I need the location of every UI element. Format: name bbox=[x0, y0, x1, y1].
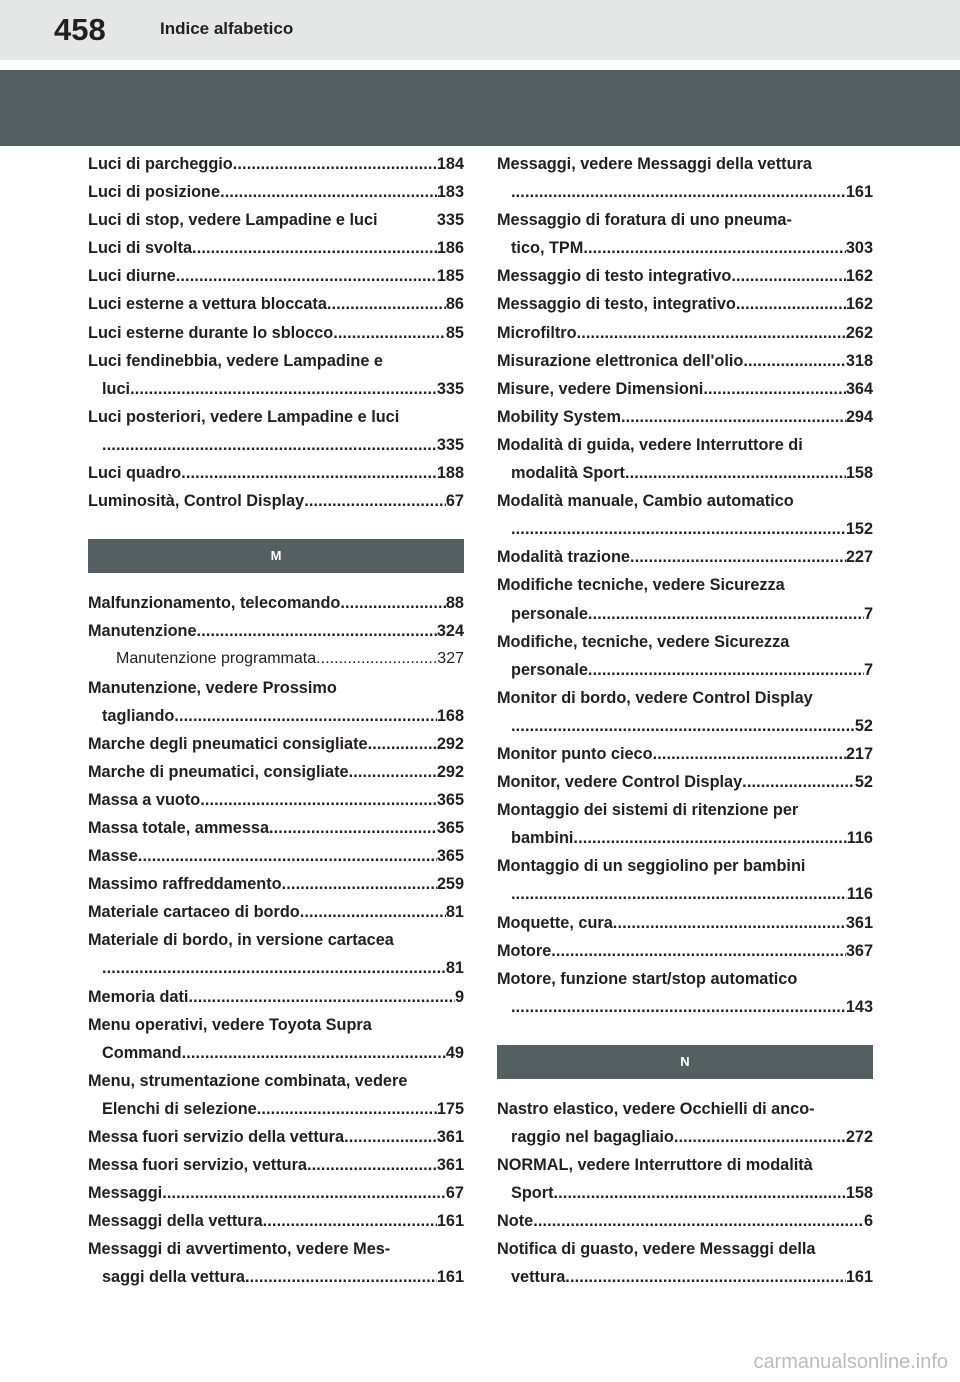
dot-leader bbox=[511, 515, 846, 543]
index-entry bbox=[88, 234, 464, 262]
index-entry bbox=[497, 403, 873, 431]
index-entry bbox=[88, 375, 464, 403]
dot-leader bbox=[368, 730, 437, 758]
index-entry-text: bambini bbox=[511, 829, 574, 848]
index-entry bbox=[88, 150, 464, 178]
index-entry bbox=[497, 628, 873, 656]
index-entry bbox=[497, 543, 873, 571]
index-entry-text: Monitor di bordo, vedere Control Display bbox=[497, 688, 813, 707]
index-entry bbox=[497, 375, 873, 403]
index-entry bbox=[497, 768, 873, 796]
index-entry bbox=[497, 290, 873, 318]
dot-leader bbox=[316, 645, 437, 673]
dot-leader bbox=[674, 1123, 846, 1151]
index-entry-page[interactable]: 161 bbox=[845, 1268, 873, 1287]
index-entry-text: NORMAL, vedere Interruttore di modalità bbox=[497, 1156, 813, 1175]
index-entry-page[interactable]: 361 bbox=[845, 913, 873, 932]
index-entry-page[interactable]: 262 bbox=[845, 323, 873, 342]
index-column-left bbox=[88, 150, 464, 1292]
index-entry bbox=[88, 347, 464, 375]
index-entry bbox=[88, 898, 464, 926]
index-entry-text: Messaggi della vettura bbox=[88, 1212, 263, 1231]
index-entry bbox=[497, 965, 873, 993]
index-entry-page[interactable]: 162 bbox=[845, 267, 873, 286]
index-entry bbox=[88, 1235, 464, 1263]
index-entry-page[interactable]: 81 bbox=[445, 903, 464, 922]
index-entry-page[interactable]: 67 bbox=[445, 1184, 464, 1203]
index-entry-page[interactable]: 365 bbox=[436, 847, 464, 866]
index-entry bbox=[88, 674, 464, 702]
index-entry bbox=[88, 487, 464, 515]
index-entry-text: Luci di stop, vedere Lampadine e luci bbox=[88, 211, 378, 230]
index-entry-page[interactable]: 161 bbox=[845, 183, 873, 202]
index-entry bbox=[88, 786, 464, 814]
dot-leader bbox=[327, 290, 446, 318]
index-entry bbox=[88, 290, 464, 318]
index-entry bbox=[497, 319, 873, 347]
index-entry bbox=[88, 206, 464, 234]
index-entry-page[interactable]: 294 bbox=[845, 407, 873, 426]
index-entry-page[interactable]: 152 bbox=[845, 520, 873, 539]
index-entry-page[interactable]: 292 bbox=[436, 734, 464, 753]
index-entry bbox=[88, 431, 464, 459]
dot-leader bbox=[300, 898, 446, 926]
index-entry-text: Messa fuori servizio della vettura bbox=[88, 1128, 345, 1146]
index-entry-text: Manutenzione, vedere Prossimo bbox=[88, 678, 337, 697]
index-entry bbox=[497, 1235, 873, 1263]
index-entry-text: Massimo raffreddamento bbox=[88, 875, 282, 894]
dot-leader bbox=[551, 937, 846, 965]
index-entry bbox=[88, 730, 464, 758]
index-entry-text: modalità Sport bbox=[511, 464, 625, 483]
dot-leader bbox=[625, 459, 846, 487]
dot-leader bbox=[130, 375, 437, 403]
index-entry-page[interactable]: 52 bbox=[854, 716, 873, 735]
index-entry-text: Messaggio di testo integrativo bbox=[497, 267, 732, 286]
index-entry bbox=[497, 656, 873, 684]
index-entry-text: Modalità manuale, Cambio automatico bbox=[497, 492, 794, 511]
index-entry-text: Montaggio di un seggiolino per bambini bbox=[497, 857, 806, 876]
index-entry bbox=[497, 796, 873, 824]
dot-leader bbox=[630, 543, 846, 571]
index-entry-page[interactable]: 116 bbox=[846, 885, 873, 904]
index-entry-text: Messaggi di avvertimento, vedere Mes- bbox=[88, 1240, 391, 1259]
index-entry-text: Luci posteriori, vedere Lampadine e luci bbox=[88, 407, 400, 426]
index-entry-text: Marche degli pneumatici consigliate bbox=[88, 734, 368, 753]
index-entry-text: Elenchi di selezione bbox=[102, 1099, 257, 1118]
index-entry bbox=[88, 758, 464, 786]
index-entry-page[interactable]: 227 bbox=[845, 548, 873, 567]
index-entry-page[interactable]: 86 bbox=[445, 295, 464, 314]
index-entry bbox=[88, 1123, 464, 1151]
dot-leader bbox=[102, 954, 446, 982]
dot-leader bbox=[174, 702, 436, 730]
index-entry-page[interactable]: 335 bbox=[436, 211, 464, 230]
index-entry-text: Luminosità, Control Display bbox=[88, 492, 305, 511]
index-entry-text: Malfunzionamento, telecomando bbox=[88, 594, 341, 613]
index-entry bbox=[497, 1207, 873, 1235]
index-entry bbox=[497, 150, 873, 178]
index-entry-page[interactable]: 365 bbox=[436, 790, 464, 809]
index-entry-page[interactable]: 217 bbox=[845, 744, 873, 763]
index-entry bbox=[497, 880, 873, 908]
index-entry-text: Messa fuori servizio, vettura bbox=[88, 1156, 307, 1175]
index-entry-page[interactable]: 318 bbox=[845, 351, 873, 370]
dot-leader bbox=[192, 234, 437, 262]
dot-leader bbox=[181, 459, 437, 487]
index-entry-page[interactable]: 361 bbox=[436, 1128, 464, 1146]
index-entry bbox=[88, 1179, 464, 1207]
index-entry bbox=[497, 206, 873, 234]
dot-leader bbox=[511, 993, 846, 1021]
index-entry-text: Marche di pneumatici, consigliate bbox=[88, 762, 349, 781]
index-entry bbox=[88, 926, 464, 954]
index-entry bbox=[88, 983, 464, 1011]
index-entry-text: Notifica di guasto, vedere Messaggi della bbox=[497, 1240, 816, 1259]
index-entry bbox=[497, 937, 873, 965]
index-entry-page[interactable]: 7 bbox=[863, 604, 873, 623]
watermark: carmanualsonline.info bbox=[753, 1351, 948, 1373]
letter-section-band: N bbox=[497, 1045, 873, 1079]
index-entry bbox=[88, 178, 464, 206]
index-entry-text: vettura bbox=[511, 1268, 566, 1287]
dot-leader bbox=[344, 1123, 437, 1151]
index-entry-text: Mobility System bbox=[497, 407, 621, 426]
index-entry-text: Luci esterne durante lo sblocco bbox=[88, 323, 334, 342]
dot-leader bbox=[588, 600, 864, 628]
index-entry bbox=[88, 870, 464, 898]
index-entry-text: Massa a vuoto bbox=[88, 790, 201, 809]
index-entry-text: Luci di parcheggio bbox=[88, 155, 233, 173]
dot-leader bbox=[703, 375, 846, 403]
index-entry bbox=[88, 403, 464, 431]
dot-leader bbox=[257, 1095, 437, 1123]
index-entry-page[interactable]: 292 bbox=[436, 762, 464, 781]
index-entry-page[interactable]: 158 bbox=[845, 1184, 873, 1203]
index-entry-page[interactable]: 88 bbox=[445, 594, 464, 613]
index-entry bbox=[497, 431, 873, 459]
dot-leader bbox=[102, 431, 437, 459]
index-entry-page[interactable]: 259 bbox=[436, 875, 464, 894]
index-entry bbox=[88, 1011, 464, 1039]
index-entry-page[interactable]: 162 bbox=[845, 295, 873, 314]
index-entry-page[interactable]: 184 bbox=[436, 155, 464, 173]
index-entry bbox=[88, 262, 464, 290]
dot-leader bbox=[743, 347, 846, 375]
index-entry bbox=[88, 954, 464, 982]
index-entry-text: Nastro elastico, vedere Occhielli di anco- bbox=[497, 1099, 815, 1118]
index-entry-text: Massa totale, ammessa bbox=[88, 818, 270, 837]
dot-leader bbox=[340, 589, 445, 617]
dot-leader bbox=[220, 178, 437, 206]
dot-leader bbox=[138, 842, 437, 870]
index-entry-text: Luci di svolta bbox=[88, 239, 193, 258]
dot-leader bbox=[511, 178, 846, 206]
dot-leader bbox=[731, 262, 846, 290]
index-entry-page[interactable]: 116 bbox=[846, 829, 873, 848]
index-entry-page[interactable]: 175 bbox=[436, 1099, 464, 1118]
dot-leader bbox=[736, 290, 846, 318]
dot-leader bbox=[533, 1207, 864, 1235]
index-entry-page[interactable]: 6 bbox=[863, 1212, 873, 1231]
index-entry-text: Menu operativi, vedere Toyota Supra bbox=[88, 1015, 372, 1034]
dot-leader bbox=[613, 909, 846, 937]
dot-leader bbox=[577, 319, 846, 347]
index-entry-page[interactable]: 364 bbox=[845, 379, 873, 398]
dot-leader bbox=[511, 880, 847, 908]
header-band bbox=[0, 70, 960, 146]
index-entry-page[interactable]: 365 bbox=[436, 818, 464, 837]
index-entry-page[interactable]: 143 bbox=[845, 997, 873, 1016]
dot-leader bbox=[269, 814, 437, 842]
index-entry-text: Motore bbox=[497, 941, 552, 960]
index-entry-page[interactable]: 85 bbox=[445, 323, 464, 342]
index-entry-text: Luci di posizione bbox=[88, 183, 221, 202]
index-entry bbox=[497, 234, 873, 262]
index-entry-page[interactable]: 324 bbox=[436, 622, 464, 641]
index-entry-page[interactable]: 183 bbox=[436, 183, 464, 202]
index-entry-page[interactable]: 161 bbox=[436, 1268, 464, 1287]
dot-leader bbox=[511, 712, 855, 740]
dot-leader bbox=[200, 786, 437, 814]
dot-leader bbox=[188, 983, 455, 1011]
dot-leader bbox=[742, 768, 855, 796]
index-entry-text: Messaggio di testo, integrativo bbox=[497, 295, 736, 314]
index-entry-page[interactable]: 272 bbox=[845, 1128, 873, 1146]
index-entry-page[interactable]: 188 bbox=[436, 464, 464, 483]
index-entry bbox=[497, 347, 873, 375]
dot-leader bbox=[333, 319, 446, 347]
index-entry bbox=[497, 684, 873, 712]
index-entry-page[interactable]: 335 bbox=[436, 435, 464, 454]
index-entry bbox=[497, 740, 873, 768]
index-entry bbox=[497, 1263, 873, 1291]
index-entry-text: Memoria dati bbox=[88, 987, 189, 1006]
dot-leader bbox=[307, 1151, 437, 1179]
index-entry-text: tico, TPM bbox=[511, 239, 584, 258]
index-entry bbox=[497, 571, 873, 599]
index-entry bbox=[88, 1067, 464, 1095]
dot-leader bbox=[349, 758, 437, 786]
index-entry-page[interactable]: 52 bbox=[854, 773, 873, 792]
index-entry-text: Microfiltro bbox=[497, 323, 577, 342]
index-entry bbox=[497, 262, 873, 290]
index-entry bbox=[497, 852, 873, 880]
index-entry-text: Modifiche, tecniche, vedere Sicurezza bbox=[497, 632, 790, 651]
index-entry bbox=[497, 1123, 873, 1151]
index-entry-text: Moquette, cura bbox=[497, 913, 613, 932]
index-entry bbox=[88, 645, 464, 673]
index-entry bbox=[88, 319, 464, 347]
dot-leader bbox=[162, 1179, 446, 1207]
index-entry-text: raggio nel bagagliaio bbox=[511, 1128, 674, 1146]
index-entry-page[interactable]: 367 bbox=[845, 941, 873, 960]
index-entry-text: Modalità trazione bbox=[497, 548, 630, 567]
index-entry-page[interactable]: 161 bbox=[436, 1212, 464, 1231]
index-entry bbox=[497, 1151, 873, 1179]
section-title: Indice alfabetico bbox=[160, 19, 294, 38]
index-entry bbox=[497, 712, 873, 740]
index-entry-text: Masse bbox=[88, 847, 138, 866]
index-entry-text: Manutenzione bbox=[88, 622, 197, 641]
index-entry-text: Monitor punto cieco bbox=[497, 744, 653, 763]
index-entry-page[interactable]: 185 bbox=[436, 267, 464, 286]
index-entry-text: Messaggi bbox=[88, 1184, 163, 1203]
dot-leader bbox=[588, 656, 864, 684]
index-entry-text: Luci esterne a vettura bloccata bbox=[88, 295, 327, 314]
dot-leader bbox=[282, 870, 437, 898]
index-entry-text: Luci diurne bbox=[88, 267, 176, 286]
index-entry-text: tagliando bbox=[102, 706, 175, 725]
index-entry bbox=[497, 993, 873, 1021]
index-entry-text: Montaggio dei sistemi di ritenzione per bbox=[497, 801, 799, 820]
index-entry-page[interactable]: 49 bbox=[445, 1043, 464, 1062]
dot-leader bbox=[245, 1263, 437, 1291]
index-entry-page[interactable]: 158 bbox=[845, 464, 873, 483]
index-entry bbox=[497, 909, 873, 937]
dot-leader bbox=[182, 1039, 446, 1067]
index-entry-text: Luci quadro bbox=[88, 464, 182, 483]
index-entry-text: personale bbox=[511, 660, 588, 679]
index-entry-text: Messaggi, vedere Messaggi della vettura bbox=[497, 155, 812, 173]
index-entry-page[interactable]: 168 bbox=[436, 706, 464, 725]
dot-leader bbox=[263, 1207, 437, 1235]
index-entry-text: Motore, funzione start/stop automatico bbox=[497, 969, 798, 988]
index-entry bbox=[88, 589, 464, 617]
index-column-right bbox=[497, 150, 873, 1292]
index-entry-text: Menu, strumentazione combinata, vedere bbox=[88, 1071, 408, 1090]
index-entry-text: Note bbox=[497, 1212, 534, 1231]
index-entry-page[interactable]: 67 bbox=[445, 492, 464, 511]
index-entry-page[interactable]: 303 bbox=[845, 239, 873, 258]
index-entry bbox=[88, 459, 464, 487]
index-entry-text: Command bbox=[102, 1043, 182, 1062]
index-entry-text: Manutenzione programmata bbox=[116, 650, 317, 668]
index-entry bbox=[497, 824, 873, 852]
dot-leader bbox=[583, 234, 845, 262]
dot-leader bbox=[653, 740, 846, 768]
page-number: 458 bbox=[54, 12, 106, 47]
dot-leader bbox=[233, 150, 437, 178]
index-entry bbox=[88, 814, 464, 842]
dot-leader bbox=[176, 262, 437, 290]
index-entry bbox=[88, 1039, 464, 1067]
dot-leader bbox=[565, 1263, 846, 1291]
dot-leader bbox=[554, 1179, 846, 1207]
index-entry bbox=[88, 1263, 464, 1291]
index-entry bbox=[88, 1151, 464, 1179]
index-entry-page[interactable]: 9 bbox=[454, 987, 464, 1006]
index-entry bbox=[88, 702, 464, 730]
index-entry-page[interactable]: 361 bbox=[436, 1156, 464, 1175]
index-entry bbox=[497, 1179, 873, 1207]
index-entry bbox=[497, 515, 873, 543]
index-entry-page[interactable]: 335 bbox=[436, 379, 464, 398]
index-entry bbox=[497, 600, 873, 628]
index-entry bbox=[497, 178, 873, 206]
index-entry-text: Misure, vedere Dimensioni bbox=[497, 379, 704, 398]
index-entry-page[interactable]: 7 bbox=[863, 660, 873, 679]
index-entry-page[interactable]: 81 bbox=[445, 959, 464, 978]
index-entry-text: Luci fendinebbia, vedere Lampadine e bbox=[88, 351, 383, 370]
index-entry bbox=[88, 617, 464, 645]
dot-leader bbox=[304, 487, 446, 515]
index-entry bbox=[497, 459, 873, 487]
index-entry-text: Monitor, vedere Control Display bbox=[497, 773, 743, 792]
index-entry-text: Misurazione elettronica dell'olio bbox=[497, 351, 744, 370]
index-entry-page[interactable]: 186 bbox=[436, 239, 464, 258]
index-entry bbox=[88, 1207, 464, 1235]
index-entry-text: Modalità di guida, vedere Interruttore di bbox=[497, 435, 803, 454]
index-entry-text: Materiale di bordo, in versione cartacea bbox=[88, 931, 394, 950]
index-entry-text: luci bbox=[102, 379, 131, 398]
index-entry-text: Sport bbox=[511, 1184, 554, 1203]
index-entry-text: personale bbox=[511, 604, 588, 623]
index-entry bbox=[497, 487, 873, 515]
dot-leader bbox=[621, 403, 846, 431]
index-entry bbox=[88, 1095, 464, 1123]
index-entry bbox=[88, 842, 464, 870]
index-entry-text: Materiale cartaceo di bordo bbox=[88, 903, 300, 922]
index-entry-text: Modifiche tecniche, vedere Sicurezza bbox=[497, 576, 785, 595]
index-entry-page[interactable]: 327 bbox=[437, 650, 464, 668]
dot-leader bbox=[573, 824, 846, 852]
index-entry bbox=[497, 1095, 873, 1123]
header-bar bbox=[0, 0, 960, 60]
dot-leader bbox=[197, 617, 437, 645]
index-entry-text: saggi della vettura bbox=[102, 1268, 245, 1287]
letter-section-band: M bbox=[88, 539, 464, 573]
index-entry-text: Messaggio di foratura di uno pneuma- bbox=[497, 211, 792, 230]
